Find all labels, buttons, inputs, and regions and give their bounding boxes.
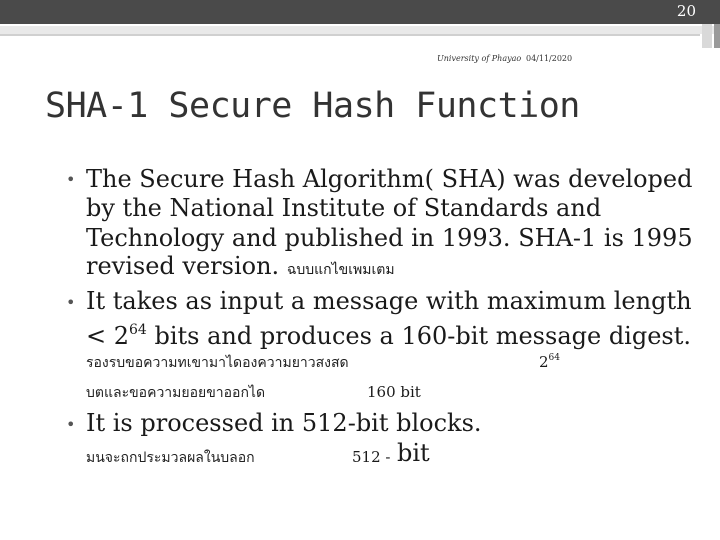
bullet3-bit: bit [397, 439, 430, 467]
bullet1-line1: The Secure Hash Algorithm( SHA) was developed [86, 165, 693, 193]
thai-exp: 64 [548, 353, 560, 363]
page-number: 20 [676, 2, 696, 20]
bullet-marker: • [66, 170, 76, 189]
top-bar [0, 0, 720, 24]
thai-bit-note: 160 bit [367, 383, 421, 401]
bullet2-line2-post: bits and produces a 160-bit message digest. [146, 322, 692, 350]
bullet3-thai: มนจะถกประมวลผลในบลอก [86, 450, 255, 466]
header-divider [0, 26, 720, 34]
organization-label: University of Phayao [437, 54, 522, 63]
bullet2-line1: It takes as input a message with maximum length [86, 287, 692, 315]
header-divider-line [0, 34, 700, 36]
bullet1-line2: by the National Institute of Standards and [86, 194, 602, 222]
thai-base: 2 [539, 353, 549, 371]
slide-title: SHA-1 Secure Hash Function [45, 86, 580, 126]
bullet3-line1: It is processed in 512-bit blocks. [86, 409, 482, 437]
bullet1-line4-text: revised version. [86, 252, 280, 280]
bullet2-thai-line1: รองรบขอความทเขามาไดองความยาวสงสด [86, 355, 349, 371]
bullet-marker: • [66, 293, 76, 312]
bullet2-line2 [86, 316, 691, 350]
bullet1-thai-note: ฉบบแกไขเพมเตม [286, 262, 395, 278]
bullet3-number: 512 - [352, 448, 391, 466]
header-accent-dark [714, 24, 720, 48]
date-label: 04/11/2020 [526, 54, 573, 63]
bullet1-line3: Technology and published in 1993. SHA-1 is 1995 [86, 224, 693, 252]
bullet1-line4 [86, 252, 395, 284]
header-accent [702, 24, 712, 48]
bullet2-thai-line2: บตและขอความยอยขาออกได [86, 385, 266, 401]
bullet-marker: • [66, 415, 76, 434]
bullet2-line2-pre: < 2 [86, 322, 130, 350]
thai-exponent-note [539, 353, 560, 371]
bullet2-exponent: 64 [129, 322, 147, 338]
